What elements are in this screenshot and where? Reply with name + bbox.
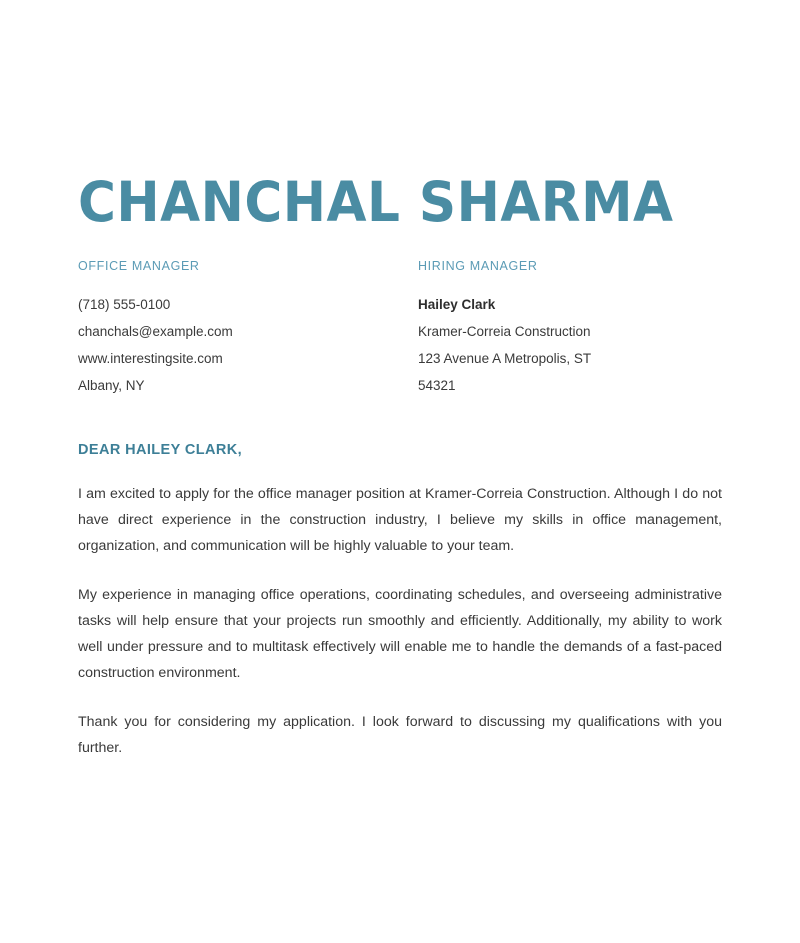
recipient-block [418, 258, 722, 399]
sender-phone: (718) 555-0100 [78, 297, 171, 312]
sender-block [78, 258, 408, 399]
sender-heading: OFFICE MANAGER [78, 259, 200, 273]
recipient-name: Hailey Clark [418, 297, 496, 312]
recipient-company: Kramer-Correia Construction [418, 324, 591, 339]
letter-paragraph: I am excited to apply for the office manager position at Kramer-Correia Construction. Although I do not have direct experience in the construction industry, I believe my skills in office management, organization, and communication will be highly valuable to your team. [78, 486, 722, 554]
recipient-street: 123 Avenue A Metropolis, ST [418, 351, 592, 366]
letter-paragraph: Thank you for considering my application. I look forward to discussing my qualifications with you further. [78, 714, 722, 756]
sender-email: chanchals@example.com [78, 324, 233, 339]
sender-website: www.interestingsite.com [78, 351, 223, 366]
letter-paragraph: My experience in managing office operations, coordinating schedules, and overseeing administrative tasks will help ensure that your projects run smoothly and efficiently. Additionally, my ability to work well under pressure and to multitask effectively will enable me to handle the demands of a fast-paced construction environment. [78, 587, 722, 681]
recipient-zip: 54321 [418, 378, 456, 393]
applicant-name: CHANCHAL SHARMA [78, 169, 674, 234]
letter-body [78, 481, 722, 761]
letter-salutation: DEAR HAILEY CLARK, [78, 442, 243, 458]
sender-location: Albany, NY [78, 378, 145, 393]
recipient-heading: HIRING MANAGER [418, 259, 538, 273]
